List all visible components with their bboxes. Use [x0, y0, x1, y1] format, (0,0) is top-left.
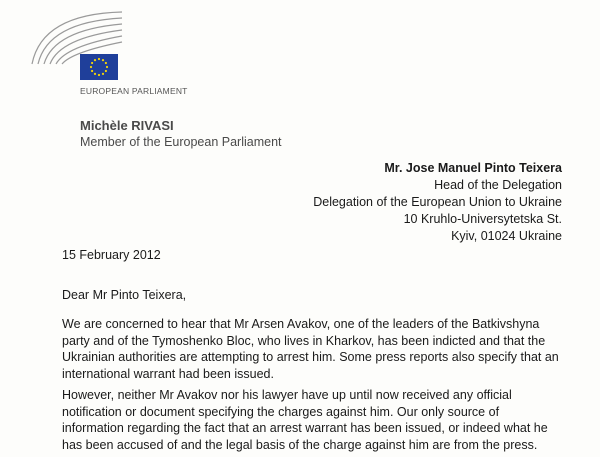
recipient-name: Mr. Jose Manuel Pinto Teixera [384, 161, 562, 175]
paragraph-line: international warrant had been issued. [62, 366, 274, 381]
paragraph-1 [62, 316, 562, 382]
paragraph-line: However, neither Mr Avakov nor his lawyer have up until now received any official [62, 388, 512, 402]
paragraph-2 [62, 387, 562, 453]
paragraph-line: We are concerned to hear that Mr Arsen Avakov, one of the leaders of the Batkivshyna [62, 317, 540, 331]
paragraph-line: notification or document specifying the charges against him. Our only source of [62, 404, 500, 419]
paragraph-line: party and of the Tymoshenko Bloc, who lives in Kharkov, has been indicted and that the [62, 333, 546, 348]
recipient-line: 10 Kruhlo-Universytetska St. [403, 212, 562, 226]
paragraph-line: Ukrainian authorities are attempting to arrest him. Some press reports also specify that an [62, 350, 559, 364]
paragraph-line: information regarding the fact that an arrest warrant has been issued, or indeed what he [62, 421, 548, 435]
sender-title: Member of the European Parliament [80, 135, 282, 149]
recipient-block [313, 160, 562, 245]
salutation: Dear Mr Pinto Teixera, [62, 288, 187, 302]
eu-flag-logo [80, 54, 118, 80]
recipient-line: Delegation of the European Union to Ukraine [313, 195, 562, 209]
institution-label: EUROPEAN PARLIAMENT [80, 86, 188, 96]
paragraph-line: has been accused of and the legal basis of the charge against him are from the press. [62, 437, 538, 452]
eu-stars-icon [80, 54, 118, 80]
sender-name: Michèle RIVASI [80, 118, 174, 133]
recipient-line: Head of the Delegation [434, 178, 562, 192]
recipient-line: Kyiv, 01024 Ukraine [451, 229, 562, 243]
letter-date: 15 February 2012 [62, 248, 161, 262]
